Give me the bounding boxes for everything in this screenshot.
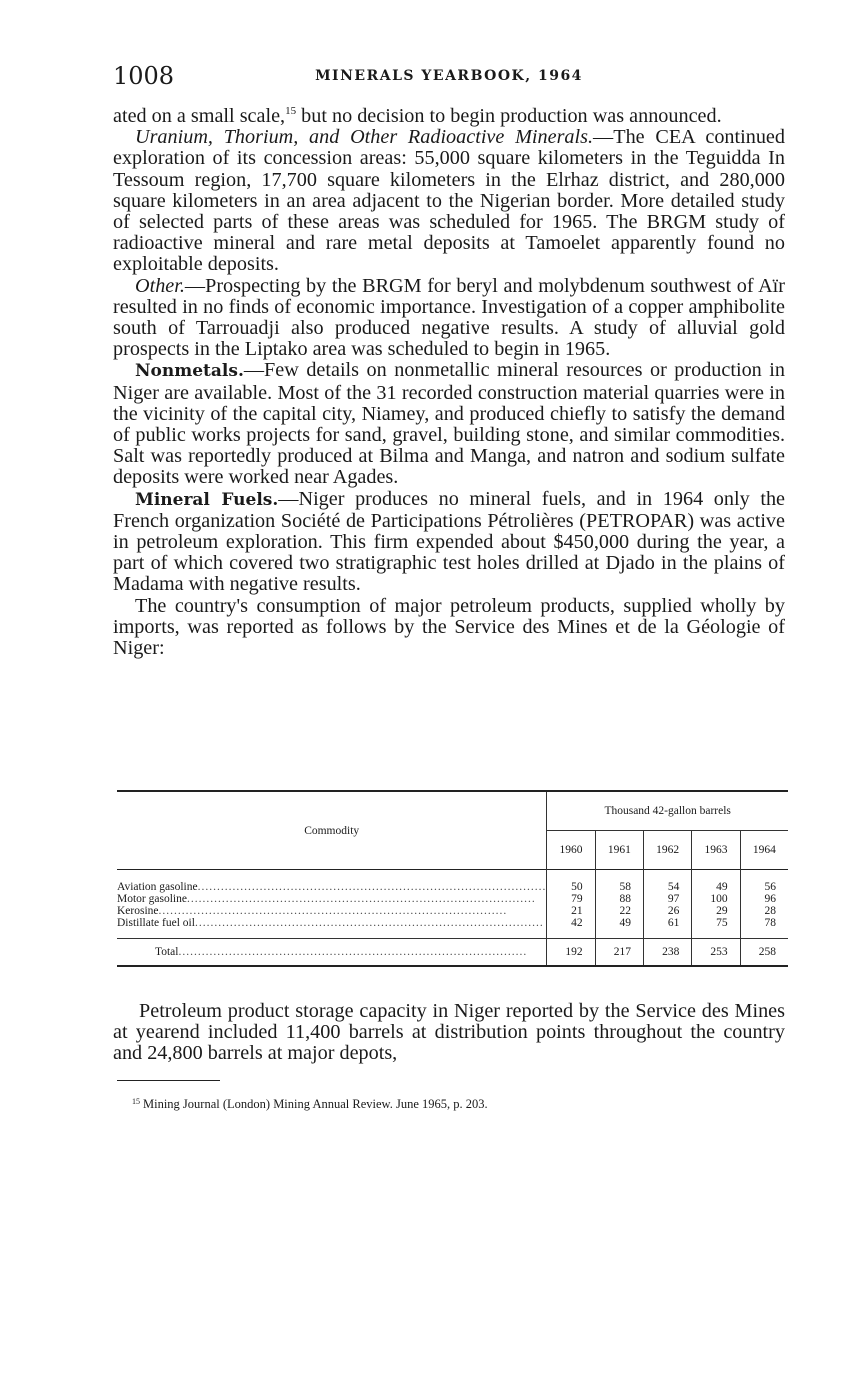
paragraph-text: —Few details on nonmetallic mineral resources or production in Niger are available. Most of the 31 recorded construction material quarries were in the vicinity of the capital city, Niamey, and produced chiefly to satisfy the demand of public works projects for sand, gravel, building stone, and similar commodities. Salt was reportedly produced at Bilma and Manga, and natron and sodium sulfate deposits were worked near Agades. bbox=[113, 359, 785, 489]
leader-dots: .......................................................................................... bbox=[194, 917, 544, 929]
row-label bbox=[117, 917, 547, 939]
paragraph-other bbox=[113, 276, 785, 361]
row-label-text: Aviation gasoline bbox=[117, 881, 198, 893]
row-label-text: Motor gasoline bbox=[117, 893, 187, 905]
footnote bbox=[132, 1097, 488, 1112]
table-total bbox=[117, 939, 788, 967]
column-header-commodity: Commodity bbox=[117, 791, 547, 870]
paragraph-text: —Niger produces no mineral fuels, and in 1964 only the French organization Société de Participations Pétrolières (PETROPAR) was active in petroleum exploration. This firm expended about $450,000 during the year, a part of which covered two stratigraphic test holes drilled at Djado in the plains of Madama with negative results. bbox=[113, 487, 785, 596]
row-label bbox=[117, 905, 547, 917]
paragraph-text: but no decision to begin production was announced. bbox=[296, 105, 722, 127]
table-cell: 54 bbox=[644, 870, 692, 894]
column-header-year: 1964 bbox=[740, 831, 788, 870]
total-cell: 217 bbox=[595, 939, 643, 967]
paragraph-consumption bbox=[113, 596, 785, 660]
total-label bbox=[117, 939, 547, 967]
table-cell: 61 bbox=[644, 917, 692, 939]
paragraph-continuation bbox=[113, 106, 785, 127]
paragraph-text: ated on a small scale, bbox=[113, 105, 286, 127]
table-header-row bbox=[117, 791, 788, 831]
section-heading: Nonmetals. bbox=[135, 361, 244, 382]
column-header-year: 1960 bbox=[547, 831, 595, 870]
column-header-year: 1962 bbox=[644, 831, 692, 870]
table-row bbox=[117, 917, 788, 939]
table-cell: 26 bbox=[644, 905, 692, 917]
table-cell: 79 bbox=[547, 893, 595, 905]
total-label-text: Total bbox=[155, 946, 179, 958]
table-cell: 28 bbox=[740, 905, 788, 917]
table-cell: 50 bbox=[547, 870, 595, 894]
paragraph-storage: Petroleum product storage capacity in Niger reported by the Service des Mines at yearend included 11,400 barrels at distribution points throughout the country and 24,800 barrels at major depots, bbox=[113, 1000, 785, 1065]
section-heading: Mineral Fuels. bbox=[135, 489, 279, 510]
paragraph-text: —Prospecting by the BRGM for beryl and molybdenum southwest of Aïr resulted in no finds of economic importance. Investigation of a copper amphibolite south of Tarrouadji also produced negative results. A study of alluvial gold prospects in the Liptako area was scheduled to begin in 1965. bbox=[113, 274, 785, 361]
table-row bbox=[117, 905, 788, 917]
table-cell: 78 bbox=[740, 917, 788, 939]
table-cell: 58 bbox=[595, 870, 643, 894]
section-heading: Other. bbox=[135, 274, 185, 297]
total-cell: 253 bbox=[692, 939, 740, 967]
table-cell: 56 bbox=[740, 870, 788, 894]
row-label bbox=[117, 870, 547, 894]
table-cell: 49 bbox=[595, 917, 643, 939]
body-text bbox=[113, 106, 785, 659]
table-cell: 49 bbox=[692, 870, 740, 894]
table-cell: 75 bbox=[692, 917, 740, 939]
table-cell: 88 bbox=[595, 893, 643, 905]
table-cell: 100 bbox=[692, 893, 740, 905]
table-header bbox=[117, 791, 788, 870]
page-header bbox=[113, 62, 785, 92]
table-cell: 29 bbox=[692, 905, 740, 917]
row-label bbox=[117, 893, 547, 905]
running-title: MINERALS YEARBOOK, 1964 bbox=[315, 68, 583, 84]
table-cell: 42 bbox=[547, 917, 595, 939]
column-group-header: Thousand 42-gallon barrels bbox=[547, 791, 788, 831]
column-header-year: 1963 bbox=[692, 831, 740, 870]
footnote-ref: 15 bbox=[285, 105, 297, 117]
table-total-row bbox=[117, 939, 788, 967]
footnote-number: 15 bbox=[132, 1097, 140, 1106]
paragraph-text: —The CEA continued exploration of its concession areas: 55,000 square kilometers in the Teguidda In Tessoum region, 17,700 square kilometers in the Elrhaz district, and 280,000 square kilometers in an area adjacent to the Nigerian border. More detailed study of selected parts of these areas was scheduled for 1965. The BRGM study of radioactive mineral and rare metal deposits at Tamoelet apparently found no exploitable deposits. bbox=[113, 126, 785, 276]
footnote-text: Mining Journal (London) Mining Annual Review. June 1965, p. 203. bbox=[143, 1097, 488, 1111]
total-cell: 238 bbox=[644, 939, 692, 967]
footnote-rule bbox=[117, 1080, 220, 1081]
total-cell: 258 bbox=[740, 939, 788, 967]
table-row bbox=[117, 893, 788, 905]
leader-dots: .......................................................................................... bbox=[197, 881, 547, 893]
paragraph-mineral-fuels bbox=[113, 489, 785, 596]
leader-dots: .......................................................................................... bbox=[158, 905, 508, 917]
column-header-year: 1961 bbox=[595, 831, 643, 870]
consumption-table bbox=[117, 790, 788, 967]
table-cell: 97 bbox=[644, 893, 692, 905]
section-heading: Uranium, Thorium, and Other Radioactive Minerals. bbox=[135, 126, 594, 149]
table-cell: 96 bbox=[740, 893, 788, 905]
table-body bbox=[117, 870, 788, 939]
table-row bbox=[117, 870, 788, 894]
leader-dots: .......................................................................................... bbox=[178, 946, 528, 958]
body-text-continued bbox=[113, 1001, 785, 1065]
table-cell: 22 bbox=[595, 905, 643, 917]
paragraph-nonmetals bbox=[113, 360, 785, 488]
leader-dots: .......................................................................................... bbox=[186, 893, 536, 905]
paragraph-uranium bbox=[113, 127, 785, 275]
page-number: 1008 bbox=[113, 62, 175, 90]
table-cell: 21 bbox=[547, 905, 595, 917]
row-label-text: Distillate fuel oil bbox=[117, 917, 195, 929]
total-cell: 192 bbox=[547, 939, 595, 967]
row-label-text: Kerosine bbox=[117, 905, 159, 917]
paragraph-text: The country's consumption of major petroleum products, supplied wholly by imports, was reported as follows by the Service des Mines et de la Géologie of Niger: bbox=[113, 594, 785, 660]
